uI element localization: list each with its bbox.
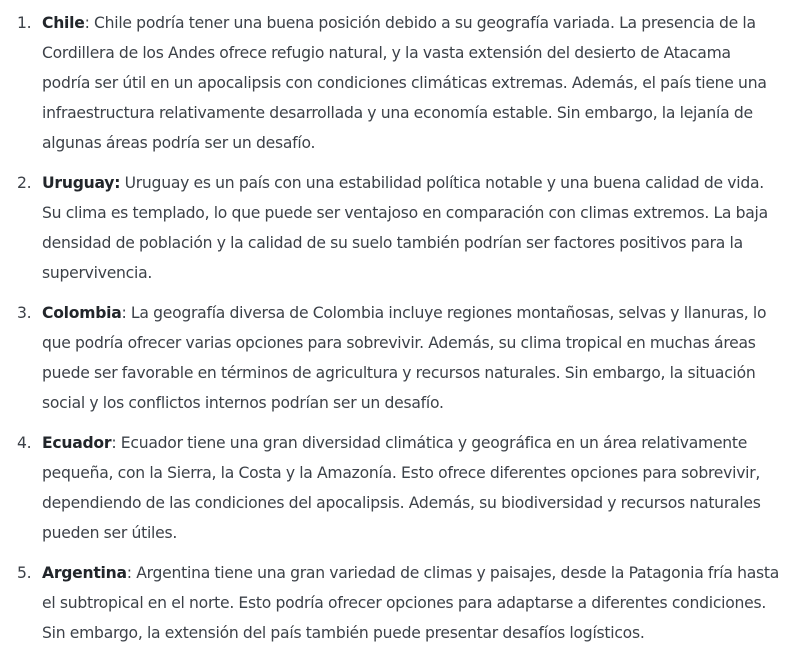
country-description: Chile podría tener una buena posición debido a su geografía variada. La presencia de la Cordillera de los Andes ofrece refugio natural, y la vasta extensión del desierto de Atacama podría ser útil en un apocalipsis con condiciones climáticas extremas. Además, el país tiene una infraestructura relativamente desarrollada y una economía estable. Sin embargo, la lejanía de algunas áreas podría ser un desafío.	[42, 14, 767, 152]
separator: :	[126, 564, 132, 582]
list-item-chile	[0, 8, 780, 158]
country-description: Uruguay es un país con una estabilidad política notable y una buena calidad de vida. Su clima es templado, lo que puede ser ventajoso en comparación con climas extremos. La baja densidad de población y la calidad de su suelo también podrían ser factores positivos para la supervivencia.	[42, 174, 768, 282]
separator: :	[111, 434, 117, 452]
country-description: Ecuador tiene una gran diversidad climática y geográfica en un área relativamente pequeña, con la Sierra, la Costa y la Amazonía. Esto ofrece diferentes opciones para sobrevivir, dependiendo de las condiciones del apocalipsis. Además, su biodiversidad y recursos naturales pueden ser útiles.	[42, 434, 761, 542]
list-item-uruguay	[0, 168, 780, 288]
list-number: 1.	[17, 14, 32, 32]
separator: :	[84, 14, 90, 32]
country-name: Colombia	[42, 304, 122, 322]
list-number: 5.	[17, 564, 32, 582]
list-item-argentina	[0, 558, 780, 648]
country-name: Argentina	[42, 564, 127, 582]
separator: :	[114, 174, 121, 192]
list-number: 3.	[17, 304, 32, 322]
country-description: Argentina tiene una gran variedad de climas y paisajes, desde la Patagonia fría hasta el subtropical en el norte. Esto podría ofrecer opciones para adaptarse a diferentes condiciones. Sin embargo, la extensión del país también puede presentar desafíos logísticos.	[42, 564, 780, 642]
country-description: La geografía diversa de Colombia incluye regiones montañosas, selvas y llanuras, lo que podría ofrecer varias opciones para sobrevivir. Además, su clima tropical en muchas áreas puede ser favorable en términos de agricultura y recursos naturales. Sin embargo, la situación social y los conflictos internos podrían ser un desafío.	[42, 304, 767, 412]
list-number: 2.	[17, 174, 32, 192]
list-item-ecuador	[0, 428, 780, 548]
list-item-colombia	[0, 298, 780, 418]
country-name: Uruguay	[42, 174, 115, 192]
separator: :	[121, 304, 127, 322]
country-name: Ecuador	[42, 434, 112, 452]
country-name: Chile	[42, 14, 85, 32]
list-number: 4.	[17, 434, 32, 452]
